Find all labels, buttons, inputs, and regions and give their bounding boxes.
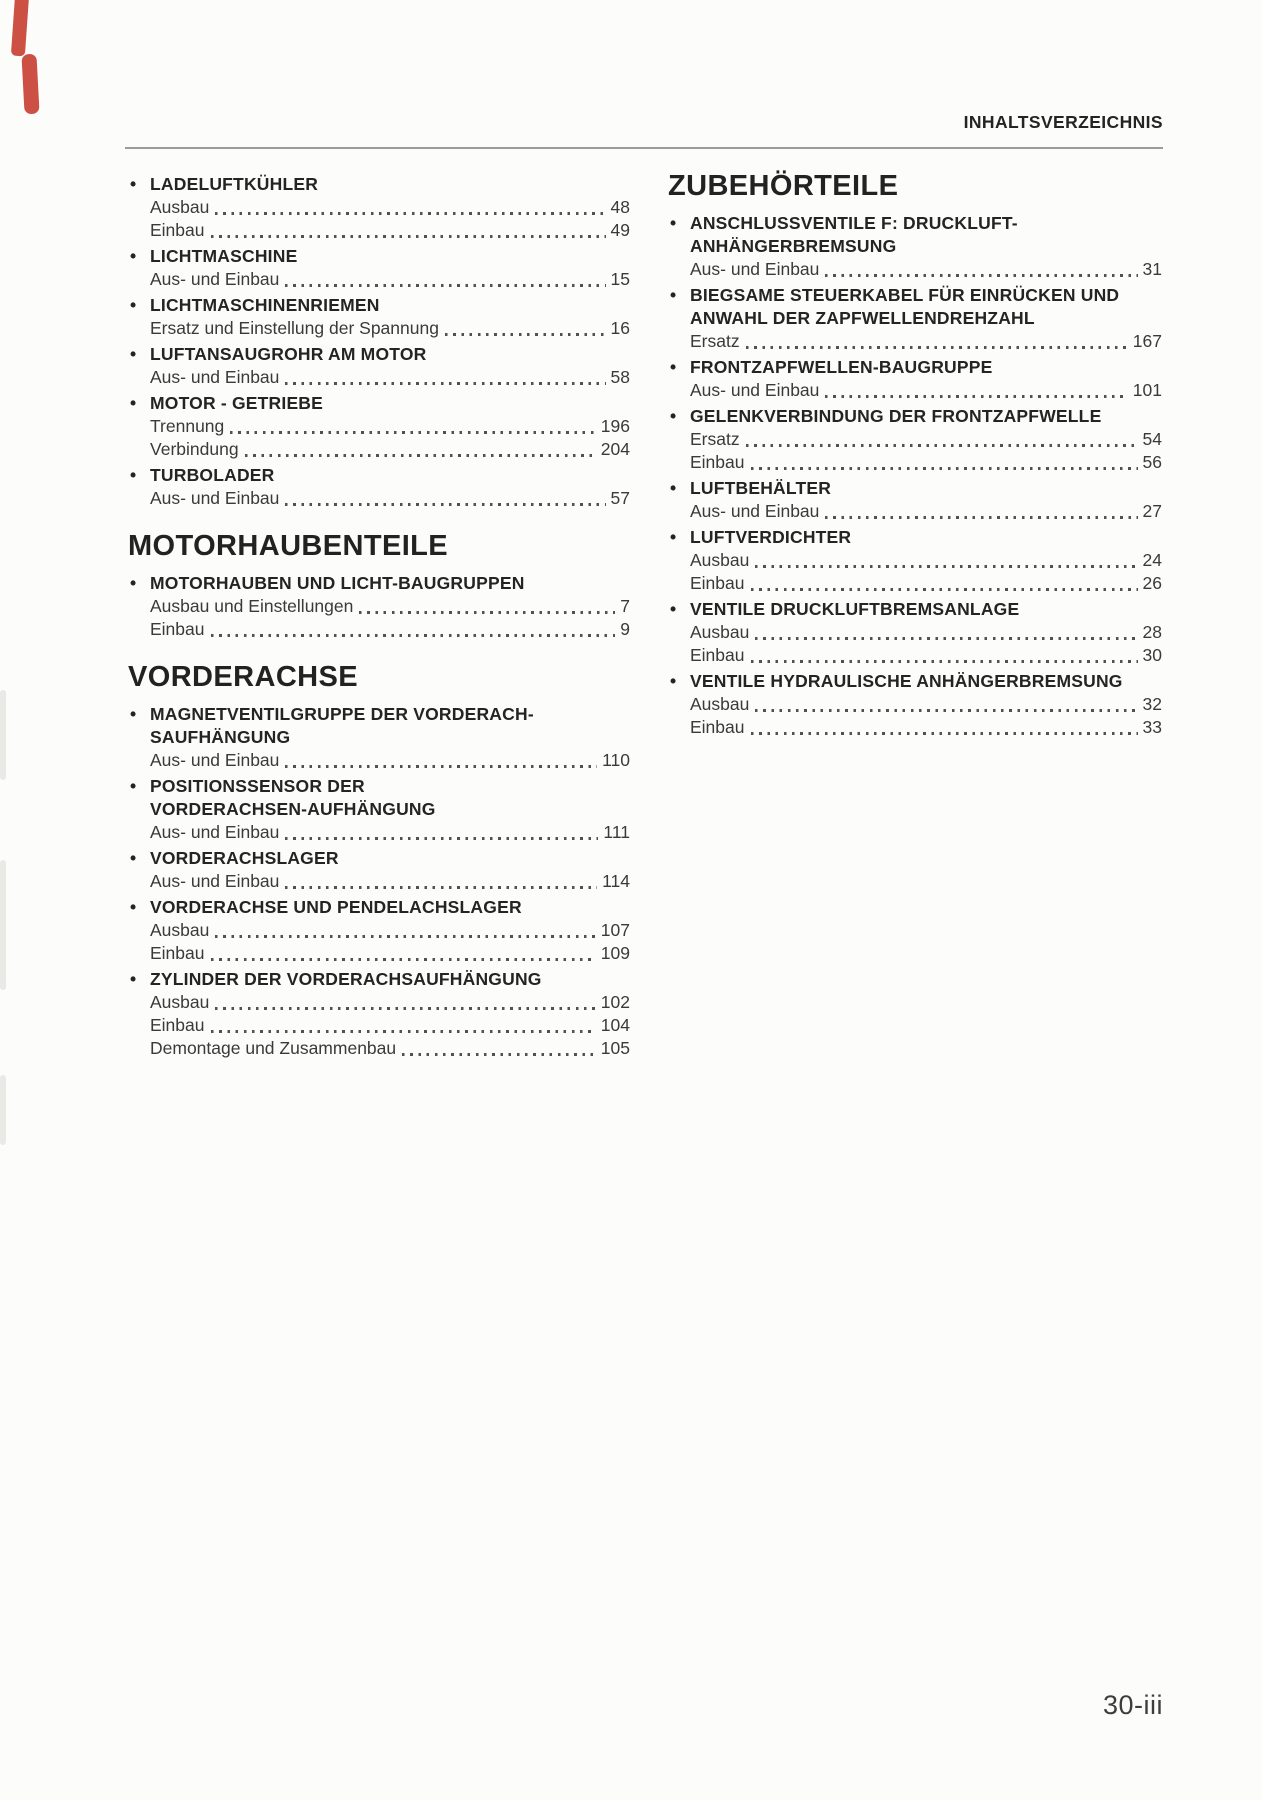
dotted-leader xyxy=(285,765,597,768)
bullet-icon: • xyxy=(130,246,137,266)
toc-subitem xyxy=(690,644,1162,667)
toc-page-number: 54 xyxy=(1142,429,1162,449)
toc-subitem-label: Einbau xyxy=(690,573,745,593)
toc-entry-title-line: VORDERACHSEN-AUFHÄNGUNG xyxy=(150,799,436,819)
toc-page-number: 30 xyxy=(1142,645,1162,665)
dotted-leader xyxy=(245,454,596,457)
toc-subitem xyxy=(150,268,630,291)
toc-entry-title-line: VENTILE HYDRAULISCHE ANHÄNGERBREMSUNG xyxy=(690,671,1123,691)
toc-subitem-label: Aus- und Einbau xyxy=(150,822,280,842)
dotted-leader xyxy=(755,565,1137,568)
toc-entry-title-line: ANSCHLUSSVENTILE F: DRUCKLUFT- xyxy=(690,213,1018,233)
toc-subitem xyxy=(150,1037,630,1060)
toc-subitem-label: Aus- und Einbau xyxy=(690,501,820,521)
dotted-leader xyxy=(285,886,597,889)
toc-subitem xyxy=(150,618,630,641)
toc-subitem xyxy=(690,572,1162,595)
toc-subitem-label: Ausbau xyxy=(150,920,210,940)
toc-subitem xyxy=(150,749,630,772)
bullet-icon: • xyxy=(130,295,137,315)
toc-subitem-label: Einbau xyxy=(690,645,745,665)
bullet-icon: • xyxy=(130,465,137,485)
toc-page-number: 56 xyxy=(1142,452,1162,472)
toc-entry-title-line: FRONTZAPFWELLEN-BAUGRUPPE xyxy=(690,357,993,377)
toc-right-column xyxy=(668,170,1162,1060)
toc-subitem xyxy=(690,716,1162,739)
toc-subitem-label: Einbau xyxy=(150,943,205,963)
toc-subitem-label: Ausbau und Einstellungen xyxy=(150,596,354,616)
toc-entry-ladeluftkuehler xyxy=(128,173,630,242)
toc-subitem xyxy=(150,821,630,844)
section-heading: MOTORHAUBENTEILE xyxy=(128,530,449,562)
bullet-icon: • xyxy=(670,213,677,233)
toc-page-number: 114 xyxy=(602,871,630,891)
toc-section-continuation xyxy=(128,173,630,510)
toc-page-number: 31 xyxy=(1142,259,1162,279)
dotted-leader xyxy=(211,634,616,637)
toc-page-number: 16 xyxy=(610,318,630,338)
toc-page-number: 24 xyxy=(1142,550,1162,570)
toc-subitem xyxy=(150,438,630,461)
toc-page-number: 110 xyxy=(602,750,630,770)
toc-page-number: 32 xyxy=(1142,694,1162,714)
toc-entry-title-line: MOTORHAUBEN UND LICHT-BAUGRUPPEN xyxy=(150,573,525,593)
toc-page-number: 105 xyxy=(600,1038,630,1058)
toc-entry-title-line: LICHTMASCHINE xyxy=(150,246,298,266)
dotted-leader xyxy=(755,709,1137,712)
toc-entry-motor-getriebe xyxy=(128,392,630,461)
toc-subitem-label: Ersatz xyxy=(690,429,740,449)
toc-subitem-label: Ausbau xyxy=(690,550,750,570)
scan-mark-red xyxy=(11,0,29,56)
toc-subitem xyxy=(690,258,1162,281)
toc-left-column xyxy=(128,170,630,1060)
toc-entry-title-line: MAGNETVENTILGRUPPE DER VORDERACH- xyxy=(150,704,534,724)
toc-subitem-label: Einbau xyxy=(690,452,745,472)
toc-subitem xyxy=(150,870,630,893)
toc-entry-ventile-hydraulische xyxy=(668,670,1162,739)
toc-entry-zylinder xyxy=(128,968,630,1060)
dotted-leader xyxy=(746,444,1138,447)
dotted-leader xyxy=(211,958,596,961)
toc-entry-luftbehaelter xyxy=(668,477,1162,523)
toc-entry-luftansaugrohr xyxy=(128,343,630,389)
dotted-leader xyxy=(215,1007,595,1010)
dotted-leader xyxy=(215,212,605,215)
toc-subitem-label: Trennung xyxy=(150,416,225,436)
toc-entry-title-line: LADELUFTKÜHLER xyxy=(150,174,319,194)
toc-subitem xyxy=(690,330,1162,353)
bullet-icon: • xyxy=(670,357,677,377)
scan-smudge xyxy=(0,1075,6,1145)
toc-page-number: 101 xyxy=(1132,380,1162,400)
toc-entry-motorhauben xyxy=(128,572,630,641)
toc-subitem xyxy=(150,919,630,942)
toc-subitem xyxy=(690,379,1162,402)
toc-page-number: 102 xyxy=(600,992,630,1012)
toc-subitem-label: Ersatz xyxy=(690,331,740,351)
toc-subitem xyxy=(690,693,1162,716)
toc-subitem xyxy=(690,621,1162,644)
bullet-icon: • xyxy=(130,573,137,593)
bullet-icon: • xyxy=(130,848,137,868)
bullet-icon: • xyxy=(130,393,137,413)
toc-entry-gelenkverbindung xyxy=(668,405,1162,474)
bullet-icon: • xyxy=(130,969,137,989)
toc-entry-title-line: TURBOLADER xyxy=(150,465,275,485)
toc-section-zubehoerteile xyxy=(668,170,1162,739)
toc-subitem-label: Demontage und Zusammenbau xyxy=(150,1038,397,1058)
scan-smudge xyxy=(0,690,6,780)
toc-subitem xyxy=(690,451,1162,474)
toc-entry-title-line: SAUFHÄNGUNG xyxy=(150,727,291,747)
dotted-leader xyxy=(359,611,615,614)
toc-page-number: 9 xyxy=(620,619,630,639)
toc-page-number: 7 xyxy=(620,596,630,616)
bullet-icon: • xyxy=(130,897,137,917)
toc-section-motorhaubenteile xyxy=(128,530,630,641)
toc-columns xyxy=(128,170,1162,1060)
toc-page-number: 49 xyxy=(610,220,630,240)
toc-subitem xyxy=(690,500,1162,523)
dotted-leader xyxy=(746,346,1128,349)
toc-entry-pendelachslager xyxy=(128,896,630,965)
dotted-leader xyxy=(751,732,1138,735)
toc-subitem-label: Aus- und Einbau xyxy=(690,380,820,400)
bullet-icon: • xyxy=(670,406,677,426)
toc-entry-title-line: LUFTANSAUGROHR AM MOTOR xyxy=(150,344,427,364)
bullet-icon: • xyxy=(670,671,677,691)
toc-page-number: 48 xyxy=(610,197,630,217)
section-heading: VORDERACHSE xyxy=(128,661,358,693)
toc-subitem-label: Einbau xyxy=(150,220,205,240)
toc-entry-biegsame-steuerkabel xyxy=(668,284,1162,353)
dotted-leader xyxy=(211,1030,596,1033)
dotted-leader xyxy=(285,284,605,287)
toc-subitem-label: Ersatz und Einstellung der Spannung xyxy=(150,318,439,338)
toc-subitem xyxy=(150,991,630,1014)
toc-page-number: 26 xyxy=(1142,573,1162,593)
header-rule xyxy=(125,147,1163,149)
toc-page-number: 107 xyxy=(600,920,630,940)
toc-entry-title-line: ANHÄNGERBREMSUNG xyxy=(690,236,897,256)
toc-page-number: 57 xyxy=(610,488,630,508)
toc-page-number: 15 xyxy=(610,269,630,289)
toc-entry-frontzapfwellen-baugruppe xyxy=(668,356,1162,402)
dotted-leader xyxy=(755,637,1137,640)
toc-entry-title-line: ZYLINDER DER VORDERACHSAUFHÄNGUNG xyxy=(150,969,542,989)
toc-subitem-label: Einbau xyxy=(690,717,745,737)
scan-smudge xyxy=(0,860,6,990)
toc-subitem xyxy=(150,219,630,242)
dotted-leader xyxy=(402,1053,596,1056)
toc-subitem xyxy=(150,487,630,510)
toc-subitem xyxy=(150,1014,630,1037)
toc-entry-positionssensor xyxy=(128,775,630,844)
toc-subitem xyxy=(150,317,630,340)
toc-page-number: 27 xyxy=(1142,501,1162,521)
toc-page-number: 58 xyxy=(610,367,630,387)
toc-entry-title-line: MOTOR - GETRIEBE xyxy=(150,393,324,413)
toc-subitem-label: Aus- und Einbau xyxy=(150,871,280,891)
page-header-title: INHALTSVERZEICHNIS xyxy=(963,112,1163,132)
toc-entry-title-line: LICHTMASCHINENRIEMEN xyxy=(150,295,380,315)
dotted-leader xyxy=(445,333,606,336)
toc-subitem-label: Ausbau xyxy=(150,197,210,217)
dotted-leader xyxy=(751,660,1138,663)
toc-entry-anschlussventile xyxy=(668,212,1162,281)
toc-page-number: 196 xyxy=(600,416,630,436)
toc-section-vorderachse xyxy=(128,661,630,1060)
page-number-footer: 30-iii xyxy=(1102,1690,1163,1720)
toc-subitem xyxy=(690,428,1162,451)
dotted-leader xyxy=(825,516,1137,519)
toc-subitem-label: Verbindung xyxy=(150,439,239,459)
toc-entry-lichtmaschinenriemen xyxy=(128,294,630,340)
bullet-icon: • xyxy=(670,478,677,498)
bullet-icon: • xyxy=(130,776,137,796)
dotted-leader xyxy=(751,467,1138,470)
toc-subitem-label: Einbau xyxy=(150,619,205,639)
dotted-leader xyxy=(285,837,598,840)
toc-entry-vorderachslager xyxy=(128,847,630,893)
toc-entry-title-line: VORDERACHSE UND PENDELACHSLAGER xyxy=(150,897,522,917)
dotted-leader xyxy=(285,503,605,506)
dotted-leader xyxy=(230,431,596,434)
toc-entry-title-line: GELENKVERBINDUNG DER FRONTZAPFWELLE xyxy=(690,406,1102,426)
dotted-leader xyxy=(825,395,1127,398)
toc-entry-magnetventilgruppe xyxy=(128,703,630,772)
toc-subitem-label: Aus- und Einbau xyxy=(150,488,280,508)
toc-subitem-label: Aus- und Einbau xyxy=(690,259,820,279)
toc-subitem-label: Ausbau xyxy=(150,992,210,1012)
toc-subitem-label: Einbau xyxy=(150,1015,205,1035)
bullet-icon: • xyxy=(670,285,677,305)
toc-subitem xyxy=(690,549,1162,572)
toc-page-number: 167 xyxy=(1132,331,1162,351)
toc-entry-lichtmaschine xyxy=(128,245,630,291)
dotted-leader xyxy=(215,935,595,938)
toc-entry-title-line: LUFTBEHÄLTER xyxy=(690,478,832,498)
dotted-leader xyxy=(751,588,1138,591)
bullet-icon: • xyxy=(130,174,137,194)
toc-page-number: 109 xyxy=(600,943,630,963)
toc-subitem-label: Ausbau xyxy=(690,622,750,642)
toc-subitem xyxy=(150,942,630,965)
toc-entry-turbolader xyxy=(128,464,630,510)
toc-page-number: 111 xyxy=(603,822,630,842)
section-heading: ZUBEHÖRTEILE xyxy=(668,170,899,202)
dotted-leader xyxy=(211,235,606,238)
bullet-icon: • xyxy=(670,527,677,547)
toc-subitem xyxy=(150,366,630,389)
toc-entry-title-line: BIEGSAME STEUERKABEL FÜR EINRÜCKEN UND xyxy=(690,285,1120,305)
toc-subitem-label: Ausbau xyxy=(690,694,750,714)
dotted-leader xyxy=(825,274,1137,277)
toc-page-number: 33 xyxy=(1142,717,1162,737)
toc-subitem xyxy=(150,595,630,618)
bullet-icon: • xyxy=(130,344,137,364)
toc-page-number: 204 xyxy=(600,439,630,459)
toc-entry-title-line: VORDERACHSLAGER xyxy=(150,848,339,868)
dotted-leader xyxy=(285,382,605,385)
toc-subitem-label: Aus- und Einbau xyxy=(150,269,280,289)
scan-mark-red xyxy=(21,54,39,115)
toc-entry-title-line: LUFTVERDICHTER xyxy=(690,527,852,547)
toc-page-number: 104 xyxy=(600,1015,630,1035)
toc-entry-ventile-druckluft xyxy=(668,598,1162,667)
bullet-icon: • xyxy=(130,704,137,724)
toc-subitem-label: Aus- und Einbau xyxy=(150,750,280,770)
toc-subitem xyxy=(150,196,630,219)
toc-page-number: 28 xyxy=(1142,622,1162,642)
toc-subitem xyxy=(150,415,630,438)
toc-entry-luftverdichter xyxy=(668,526,1162,595)
toc-entry-title-line: POSITIONSSENSOR DER xyxy=(150,776,365,796)
toc-entry-title-line: VENTILE DRUCKLUFTBREMSANLAGE xyxy=(690,599,1020,619)
toc-entry-title-line: ANWAHL DER ZAPFWELLENDREHZAHL xyxy=(690,308,1035,328)
bullet-icon: • xyxy=(670,599,677,619)
toc-subitem-label: Aus- und Einbau xyxy=(150,367,280,387)
